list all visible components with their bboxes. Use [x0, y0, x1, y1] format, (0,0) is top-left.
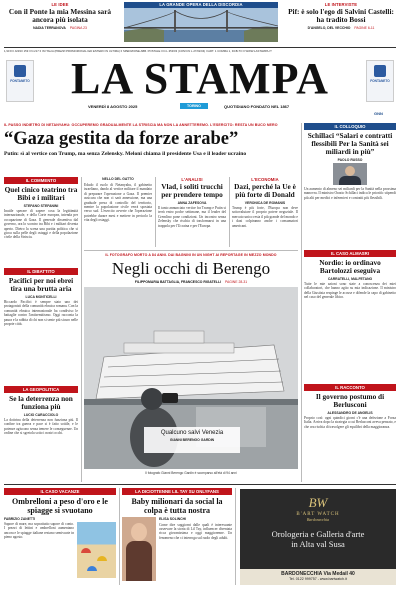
col2-author: NELLO DEL GATTO [102, 177, 134, 181]
vacanze-umbrella-3 [87, 566, 97, 571]
vacanze-body: Sapore di mare, ma soprattutto sapore di conto. I prezzi di lettini e ombrelloni aumentano ancora e le spiagge italiane restano semivuote in pieno agosto. [4, 522, 74, 540]
diciottenne-content [122, 517, 232, 581]
almasri-block[interactable] [304, 259, 396, 370]
top-left-page: PAGINA 23 [69, 26, 87, 30]
feature-divider [84, 250, 298, 251]
ear-left-logo-icon [14, 65, 26, 77]
top-right-title: Pif: è solo l'ego di Salvini Castelli: ha tradito Bossi [288, 7, 394, 24]
commento-body: Inutile sperare di sapere cosa la legittimità internazionale, e della Corte europea, intenda per occupazione di Gaza. Il generale dissentiva dal governo, ora lo scontro tra Bibi e i militari diventa aperto. Dietro la scena una partita politica che si gioca sulla pelle degli ostaggi e della popolazione civile della Striscia. [4, 209, 78, 240]
economia-body: Trump è più forte, l'Europa non deve sottovalutare il proprio potere negoziale. Il mercato unico resta il più grande del mondo e i dazi colpiranno anche i consumatori americani. [232, 206, 298, 228]
ad-brand-line2: Bardonecchia [306, 517, 330, 522]
ad-line1: Orologeria e Galleria d'arte [271, 529, 365, 539]
bart-watch-ad[interactable] [240, 489, 396, 585]
berengo-authors: FILIPPOMARIA BATTAGLIA, FRANCESCO RIGATELLI [134, 280, 221, 284]
diciottenne-title: Baby milionari da social la colpa è tutta nostra [131, 497, 223, 515]
masthead-badge-gnn: GNN [374, 111, 383, 116]
vacanze-photo [77, 522, 116, 578]
racconto-author: ALESSANDRO DE ANGELIS [327, 410, 373, 415]
ear-right-logo-icon [374, 65, 386, 77]
diciottenne-block[interactable] [122, 497, 232, 581]
masthead-date: VENERDÌ 8 AGOSTO 2025 [88, 104, 138, 109]
commento-title: Quel cinico teatrino tra Bibi e i militari [4, 185, 78, 202]
top-right-page: PAGINE 6-11 [354, 26, 375, 30]
economia-author: VERONICA DE ROMANIS [244, 200, 286, 205]
dibattito-title: Pacifici per noi ebrei tira una brutta aria [8, 276, 74, 293]
racconto-title: Il governo postumo di Berlusconi [315, 392, 385, 409]
ear-ad-left[interactable] [6, 60, 34, 102]
ad-line2: in Alta val Susa [291, 539, 345, 549]
bottom-divider [4, 484, 396, 485]
geopolitica-author: LUCIO CARACCIOLO [23, 412, 59, 417]
divider-bottom-1 [119, 488, 120, 585]
diciottenne-author: ELISA SOLINCHI [159, 517, 187, 521]
divider-left [81, 177, 82, 482]
ear-left-label: FONTANETO [10, 79, 30, 83]
colloquio-portrait-body [339, 176, 361, 185]
almasri-tag: IL CASO ALMASRI [304, 250, 396, 257]
top-left-title: Con il Ponte la mia Messina sarà ancora più isolata [8, 7, 112, 24]
berengo-caption-title: Qualcuno salvi Venezia [160, 430, 224, 436]
divider-right [301, 123, 302, 482]
commento-block[interactable] [4, 186, 78, 245]
berengo-caption-author: GIANNI BERENGO GARDIN [169, 438, 215, 442]
top-left-kicker: LE IDEE [51, 2, 69, 7]
analisi-kicker: L'ANALISI [181, 177, 203, 182]
berengo-caption: Il fotografo Gianni Berengo Gardin è scomparso all'età di 94 anni [145, 471, 237, 475]
analisi-block[interactable] [158, 177, 226, 236]
berengo-headline[interactable]: Negli occhi di Berengo [111, 259, 271, 278]
economia-title: Dazi, perché la Ue è più forte di Donald [234, 182, 296, 199]
almasri-body: Tutte le mie azioni sono state a conoscenza dei miei collaboratori, che hanno agito su mia indicazione. Il ministro della Giustizia respinge le accuse e difende la capo di gabinetto nel caso del generale libico. [304, 282, 396, 300]
dibattito-block[interactable] [4, 277, 78, 364]
ad-address-bar [240, 569, 396, 585]
diciottenne-portrait-body [126, 541, 152, 581]
geopolitica-title: Se la deterrenza non funziona più [9, 394, 73, 411]
top-left-byline [4, 26, 116, 30]
diciottenne-portrait-head [131, 523, 147, 541]
top-right-kicker: LE INTERVISTE [324, 2, 358, 7]
colloquio-title: Schillaci “Salari e contratti flessibili Per la Sanità sei miliardi in più” [307, 131, 393, 156]
economia-block[interactable] [232, 177, 298, 236]
ad-logo: BW [308, 495, 328, 510]
vacanze-umbrella-2 [97, 556, 107, 561]
top-center-kicker: LA GRANDE OPERA DELLA DISCORDIA [124, 2, 278, 8]
racconto-body: Proprio così: ogni quindici giorni c'è una defezione a Forza Italia. Arriva dopo la strategia a cui Berlusconi aveva pensato, e che ora rischia di travolgere gli equilibri della maggioranza. [304, 416, 396, 429]
col2-block[interactable] [84, 177, 152, 249]
top-divider [4, 47, 396, 48]
analisi-author: ANNA ZAFESOVA [177, 200, 207, 205]
colloquio-photo [333, 163, 367, 185]
berengo-photo[interactable] [84, 287, 298, 469]
ad-brand-line1: B'ART WATCH [296, 512, 340, 517]
commento-tag: IL COMMENTO [4, 177, 78, 184]
main-subhead: Putin: sì al vertice con Trump, ma senza Zelensky. Meloni chiama il presidente Usa e il leader ucraino [4, 151, 247, 157]
top-teaser-right[interactable] [286, 2, 396, 42]
berengo-byline [84, 280, 298, 284]
top-teaser-left[interactable] [4, 2, 116, 42]
masthead-subtitle: QUOTIDIANO FONDATO NEL 1867 [224, 104, 290, 109]
masthead-badge-torino: TORINO [180, 103, 208, 109]
berengo-page: PAGINE 28-31 [224, 280, 248, 284]
dibattito-tag: IL DIBATTITO [4, 268, 78, 275]
colloquio-tag: IL COLLOQUIO [304, 123, 396, 130]
ear-right-label: FONTANETO [370, 79, 390, 83]
colloquio-block[interactable] [304, 132, 396, 214]
geopolitica-body: La dottrina della deterrenza non funziona più. Il confine tra guerra e pace si è fatto sottile, e le potenze agiscono senza temere le conseguenze. Un ordine che si sgretola sotto i nostri occhi. [4, 418, 78, 436]
vacanze-umbrella-1 [81, 548, 91, 553]
top-left-author: NADIA TERRANOVA [33, 26, 66, 30]
vacanze-title: Ombrelloni a peso d'oro e le spiagge si svuotano [12, 497, 108, 515]
analisi-title: Vlad, i soliti trucchi per prendere tempo [161, 182, 223, 199]
berengo-caption-box [144, 427, 240, 453]
ad-phone: Tel. 0122 999757 - www.bartwatch.it [289, 577, 347, 581]
ear-ad-right[interactable] [366, 60, 394, 102]
masthead-title[interactable]: LA STAMPA [71, 54, 329, 103]
vacanze-tag: IL CASO VACANZE [4, 488, 116, 495]
analisi-body: Il tanto annunciato vertice fra Trump e Putin si terrà entro poche settimane, ma il leader del Cremlino pone condizioni. Un incontro senza Zelensky che rischia di trasformarsi in una trappola per l'Ucraina e per l'Europa. [158, 206, 226, 228]
diciottenne-tag: LA DICIOTTENNE LIL TAY SU ONLYFANS [122, 488, 232, 495]
dibattito-author: LUCA MONTICELLI [25, 294, 57, 299]
commento-author: STEFANO STEFANINI [23, 203, 59, 208]
diciottenne-body: Come dire soggiorni dalle quali è interessante osservare la storia di Lil Tay, influencer diventata ricca giovanissima e oggi maggiorenne. Un fenomeno che ci interroga sul ruolo degli adulti. [159, 522, 232, 540]
divider-col3 [229, 177, 230, 247]
col2-body: Edudo il ruolo di Netanyahu, il gabinetto israeliano, dando al vertice militare il mandato di preparare l'operazione a Gaza. Il premier assicura che non ci sarà annessione, ma una graduale presa di controllo del territorio, mentre la popolazione civile verrà spostata verso sud. L'esercito avverte che l'operazione potrebbe durare mesi e mettere in pericolo la vita degli ostaggi. [84, 183, 152, 223]
geopolitica-tag: LA GEOPOLITICA [4, 386, 78, 393]
racconto-tag: IL RACCONTO [304, 384, 396, 391]
vacanze-block[interactable] [4, 497, 116, 580]
dibattito-body: Riccardo Pacifici è sempre stato uno dei protagonisti della comunità ebraica romana. Con la comunità ebraica internazionale ha condiviso le battaglie contro l'antisemitismo. Oggi racconta la paura e la rabbia di chi non si sente più sicuro nelle proprie città. [4, 300, 78, 327]
divider-col2 [155, 177, 156, 247]
top-right-byline [286, 26, 396, 30]
main-kicker: IL PASSO INDIETRO DI NETANYAHU: OCCUPEREMO GRADUALMENTE LA STRISCIA MA NON LA ANNETTEREMO. L'ESERCITO: RESTA UN BUCO NERO [4, 123, 278, 127]
ad-address: BARDONECCHIA Via Medail 40 [281, 571, 355, 577]
vacanze-content [4, 522, 116, 580]
almasri-title: Nordio: io ordinavo Bartolozzi eseguiva [319, 258, 381, 275]
geopolitica-block[interactable] [4, 395, 78, 484]
diciottenne-photo [122, 517, 156, 581]
colloquio-body: Un aumento di almeno sei miliardi per la Sanità nella prossima manovra. Il ministro Orazio Schillaci indica le priorità: stipendi più alti per medici e infermieri e contratti più flessibili. [304, 187, 396, 200]
berengo-kicker: IL FOTOGRAFO MORTO A 84 ANNI. DAI BAGNINI IN UN NIGHT AI REPORTAGE IN MEZZO MONDO [105, 253, 277, 257]
diciottenne-text [159, 517, 232, 581]
vacanze-author: FABRIZIO ZANETTI [4, 516, 36, 521]
racconto-block[interactable] [304, 393, 396, 478]
divider-bottom-2 [235, 488, 236, 585]
top-teaser-center[interactable] [124, 2, 278, 42]
economia-kicker: L'ECONOMIA [251, 177, 279, 182]
colloquio-author: PAOLO RUSSO [337, 157, 363, 162]
almasri-author: CARRATELLI, MALFETANO [327, 276, 373, 281]
main-headline[interactable]: “Gaza gestita da forze arabe” [4, 129, 239, 149]
top-right-author: D'ANGELO, DEL VECCHIO [307, 26, 351, 30]
info-bar: 1,90 € II ANNO 159 II N.217 II IN ITALIA (PREZZI PROMOZIONALI ED ESTERO IN ULTIMA) II SPEDIZIONE ABB. POSTALE II D.L.353/03 (CONV.IN L.27/02/04) II ART. 1 COMMA 1, DCB-TO II WWW.LASTAMPA.IT [4, 49, 272, 53]
bridge-photo [124, 8, 278, 42]
colloquio-portrait-head [345, 166, 355, 176]
